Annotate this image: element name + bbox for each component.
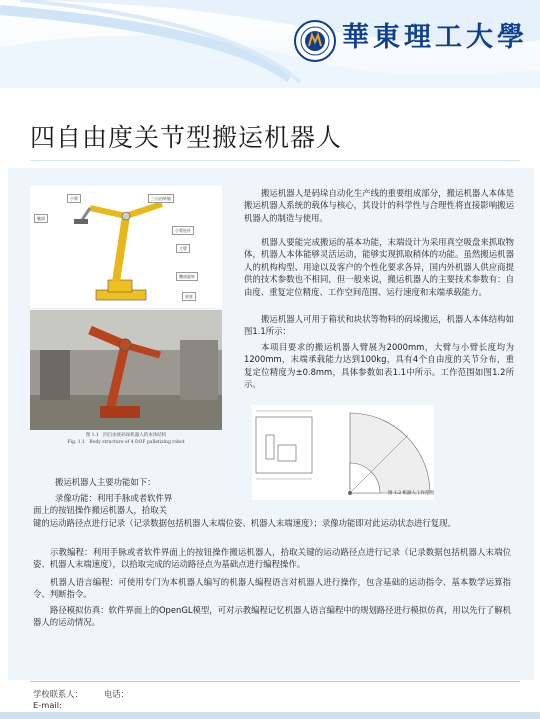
function-teaching: 示教编程：利用手脉或者软件界面上的按钮操作搬运机器人，拾取关键的运动路径点进行记录（记录数据包括机器人末端位姿、机器人末端速度），以拾取完成的运动路径点为基础点进行编程操作。 xyxy=(33,547,511,570)
arm-label-waist-rotation: 腰部旋转 xyxy=(176,272,198,281)
title-divider xyxy=(30,160,520,161)
phone-label: 电话： xyxy=(104,689,129,699)
paragraph-3: 搬运机器人可用于箱状和块状等物料的码垛搬运，机器人本体结构如图1.1所示： xyxy=(244,314,514,337)
arm-label-wrist: 腕部 xyxy=(34,214,48,223)
arm-label-forearm-link: 小臂连杆 xyxy=(172,226,194,235)
photo-caption-en: Fig. 1.1 Body structure of 4 DOF palletizing robot xyxy=(67,440,185,445)
robot-arm-diagram xyxy=(30,186,222,308)
university-logo xyxy=(294,20,336,62)
function-recording-line1: 录像功能：利用手脉或者软件界 xyxy=(55,493,173,503)
page-title: 四自由度关节型搬运机器人 xyxy=(30,123,343,152)
function-recording-line2: 面上的按钮操作搬运机器人，拾取关 xyxy=(33,505,167,515)
function-path-simulation: 路径模拟仿真：软件界面上的OpenGL模型，可对示教编程记忆机器人语言编程中的规划路径进行模拟仿真，用以先行了解机器人的运动情况。 xyxy=(33,605,511,628)
function-robot-language: 机器人语言编程：可使用专门为本机器人编写的机器人编程语言对机器人进行操作，包含基础的运动指令、基本数学运算指令、判断指令。 xyxy=(33,577,511,600)
function-recording-line3: 键的运动路径点进行记录（记录数据包括机器人末端位姿、机器人末端速度）；录像功能即对此运动状态进行复现。 xyxy=(33,518,456,528)
bottom-bar xyxy=(0,712,540,719)
paragraph-1: 搬运机器人是码垛自动化生产线的重要组成部分，搬运机器人本体是搬运机器人系统的载体与核心，其设计的科学性与合理性将直接影响搬运机器人的制造与使用。 xyxy=(244,188,514,223)
contact-label: 学校联系人： xyxy=(33,689,83,699)
robot-photo-drawing xyxy=(30,310,222,430)
email-label: E-mail: xyxy=(33,700,62,710)
footer-divider xyxy=(30,681,520,682)
paragraph-4: 本项目要求的搬运机器人臂展为2000mm，大臂与小臂长度均为1200mm，末端承载能力达到100kg，具有4个自由度的关节分布，重复定位精度为±0.8mm，具体参数如表1.1中所示。工作范围如图1.2所示。 xyxy=(244,342,514,390)
university-name: 華東理工大學 xyxy=(342,22,528,53)
workspace-caption: 图 1.2 机器人工作范围 xyxy=(388,491,435,496)
workspace-diagram xyxy=(252,405,434,500)
robot-arm-drawing xyxy=(30,186,222,308)
robot-photo xyxy=(30,310,222,430)
paragraph-2: 机器人要能完成搬运的基本功能，末端设计为采用真空吸盘来抓取物体，机器人本体能够灵活运动，能够实现抓取稍体的功能。虽然搬运机器人的机构构型、用途以及客户的个性化要求各异，国内外机器人供应商提供的技术参数也不相同，但一般来说，搬运机器人的主要技术参数有：自由度、重复定位精度、工作空间范围、运行速度和末端承载能力。 xyxy=(244,237,514,297)
photo-caption xyxy=(30,432,222,446)
arm-label-rotary-axis: 三自由转轴 xyxy=(148,194,174,203)
arm-label-upper-arm: 大臂 xyxy=(176,244,190,253)
photo-caption-cn: 图 1.1 四自由度码垛机器人的本体结构 xyxy=(85,433,167,438)
arm-label-forearm: 小臂 xyxy=(67,194,81,203)
workspace-drawing xyxy=(252,405,434,500)
arm-label-base: 底座 xyxy=(182,292,196,301)
page-header xyxy=(0,0,540,88)
functions-intro: 搬运机器人主要功能如下： xyxy=(55,477,156,487)
